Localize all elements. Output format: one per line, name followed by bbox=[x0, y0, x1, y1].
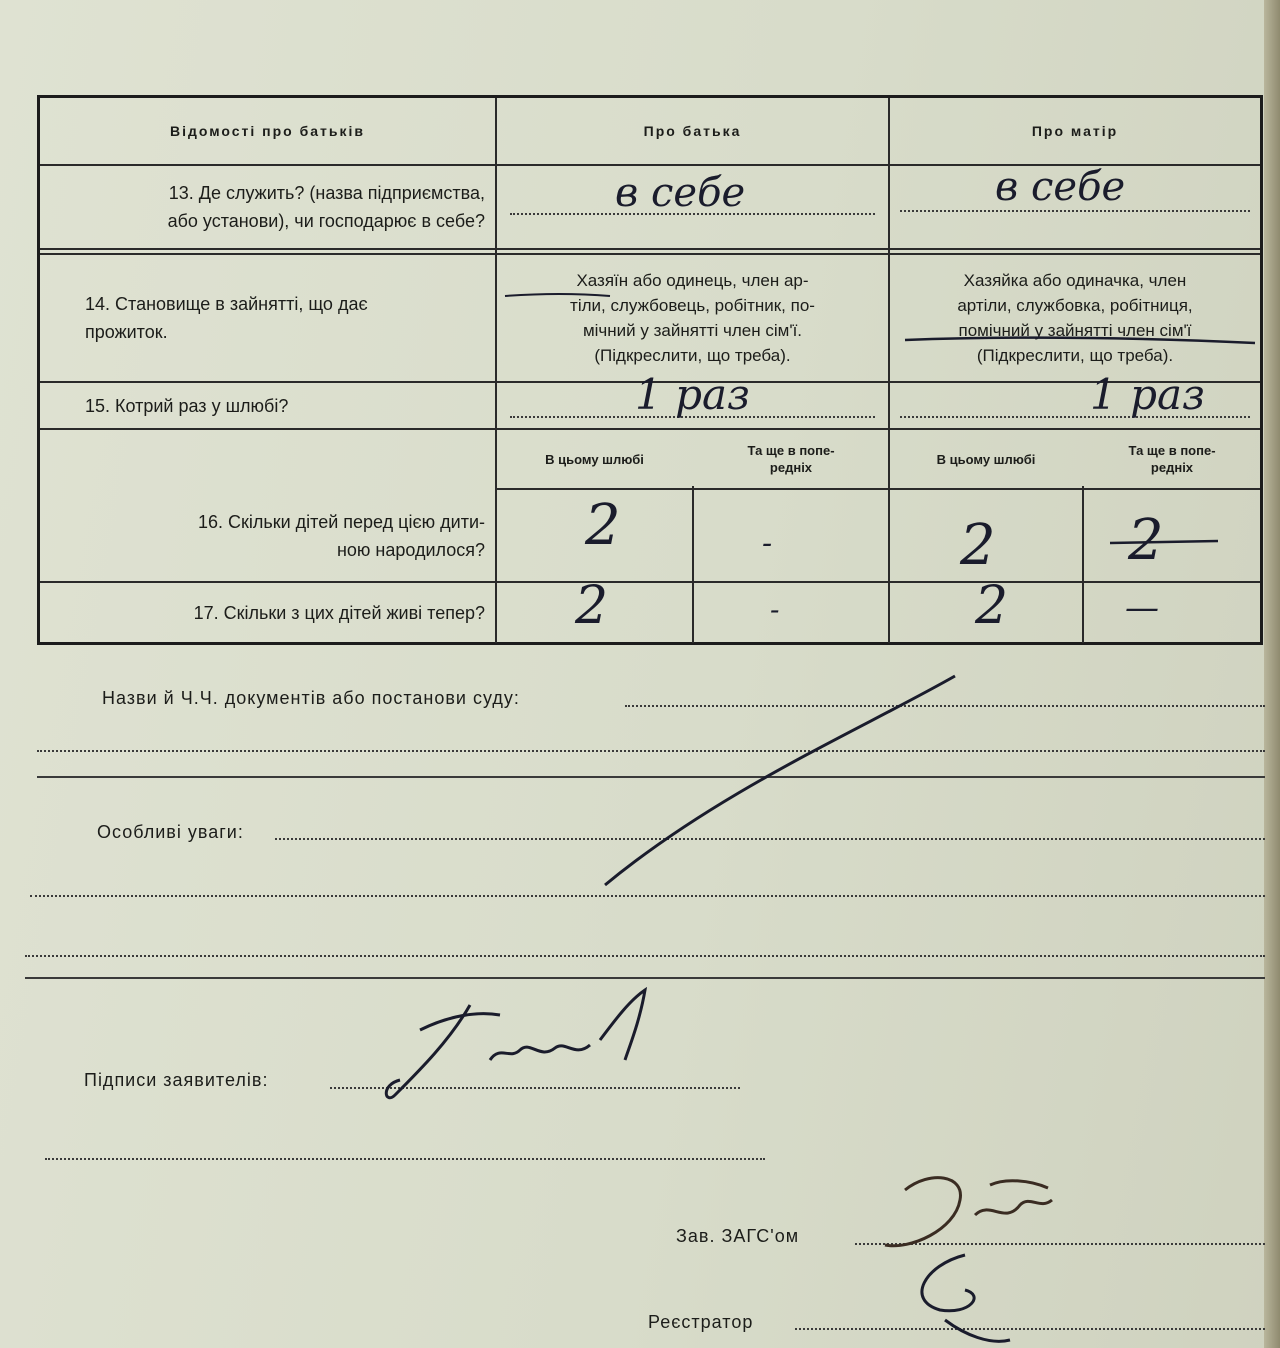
q16-father-this: 2 bbox=[585, 493, 621, 558]
q15-label: 15. Котрий раз у шлюбі? bbox=[85, 395, 289, 416]
q17-label: 17. Скільки з цих дітей живі тепер? bbox=[193, 603, 485, 623]
crossout-line bbox=[605, 676, 955, 885]
header-info: Відомості про батьків bbox=[169, 123, 366, 139]
header-mother: Про матір bbox=[1031, 123, 1119, 139]
q17-mother-this: 2 bbox=[975, 576, 1009, 636]
header-father: Про батька bbox=[643, 123, 742, 139]
remarks-label: Особливі уваги: bbox=[97, 822, 244, 842]
subheader-mother-this: В цьому шлюбі bbox=[936, 451, 1036, 467]
q16-father-prev: - bbox=[762, 526, 773, 561]
q16-label: 16. Скільки дітей перед цією дити- ною народилося? bbox=[197, 511, 485, 560]
applicant-signature bbox=[386, 990, 645, 1098]
q13-father-answer: в себе bbox=[615, 170, 746, 216]
q14-mother-options: Хазяйка або одиначка, член артіли, службовка, робітниця, помічний у зайнятті член сім'ї (Підкреслити, що треба). bbox=[957, 271, 1193, 365]
mother-prev-strike bbox=[1110, 541, 1218, 543]
q17-mother-prev: — bbox=[1125, 588, 1159, 628]
q13-label: 13. Де служить? (назва підприємства, або установи), чи господарює в себе? bbox=[167, 183, 485, 231]
registrar-signature bbox=[922, 1255, 1010, 1341]
zags-head-signature bbox=[885, 1178, 1052, 1246]
q16-mother-this: 2 bbox=[960, 513, 996, 578]
applicants-signature-label: Підписи заявителів: bbox=[84, 1070, 269, 1090]
q15-father-answer: 1 раз bbox=[635, 370, 750, 419]
q15-mother-answer: 1 раз bbox=[1090, 370, 1205, 419]
subheader-mother-prev: Та ще в попе- редніх bbox=[1128, 443, 1216, 475]
q16-mother-prev: 2 bbox=[1128, 508, 1164, 573]
subheader-father-prev: Та ще в попе- редніх bbox=[747, 443, 835, 475]
documents-label: Назви й Ч.Ч. документів або постанови суду: bbox=[102, 688, 520, 708]
zags-head-label: Зав. ЗАГС'ом bbox=[676, 1226, 800, 1246]
father-option-underline bbox=[505, 294, 610, 296]
q14-label: 14. Становище в зайнятті, що дає прожиток. bbox=[85, 294, 368, 342]
mother-option-underline bbox=[905, 338, 1255, 343]
q17-father-prev: - bbox=[770, 593, 780, 626]
q14-father-options: Хазяїн або одинець, член ар- тіли, службовець, робітник, по- мічний у зайнятті член сім'ї. (Підкреслити, що треба). bbox=[570, 271, 815, 365]
registrar-label: Реєстратор bbox=[648, 1312, 754, 1332]
q13-mother-answer: в себе bbox=[995, 164, 1126, 210]
q17-father-this: 2 bbox=[575, 576, 609, 636]
subheader-father-this: В цьому шлюбі bbox=[545, 451, 644, 467]
